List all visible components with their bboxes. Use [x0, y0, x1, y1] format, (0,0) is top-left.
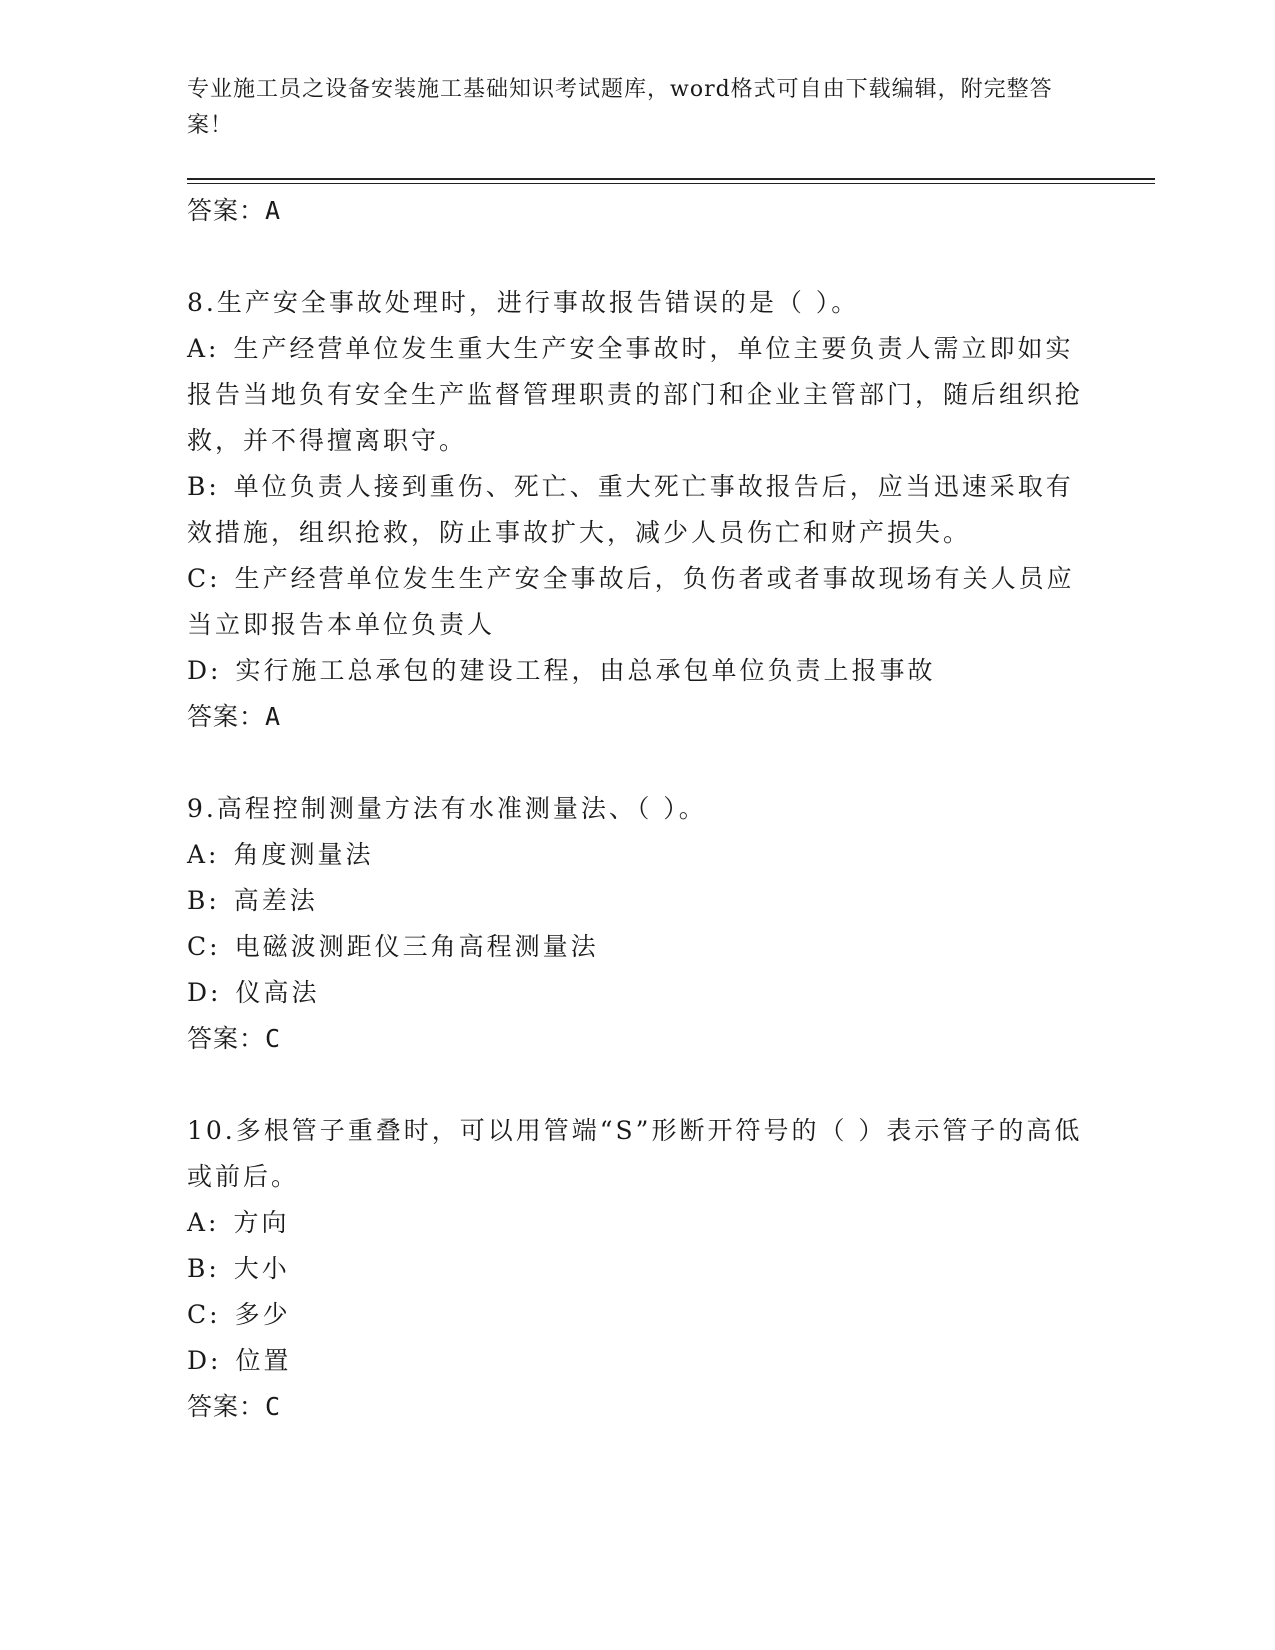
- option-b: [187, 464, 1087, 556]
- answer-label: 答案：: [187, 702, 266, 731]
- answer-label: 答案：: [187, 1392, 266, 1421]
- header-rule-thin: [187, 183, 1155, 184]
- option-c: [187, 1292, 1087, 1338]
- answer-line: [187, 188, 1087, 234]
- option-letter: D:: [187, 978, 222, 1007]
- answer-value: C: [265, 1024, 282, 1053]
- option-letter: C:: [187, 1300, 221, 1329]
- option-text: 高差法: [233, 886, 318, 915]
- question-10: [187, 1108, 1087, 1430]
- option-d: [187, 1338, 1087, 1384]
- option-letter: B:: [187, 1254, 220, 1283]
- option-letter: A:: [187, 1208, 220, 1237]
- question-8: [187, 280, 1087, 740]
- option-text: 电磁波测距仪三角高程测量法: [234, 932, 599, 961]
- option-letter: B:: [187, 886, 220, 915]
- answer-label: 答案：: [187, 1024, 266, 1053]
- option-letter: A:: [187, 840, 220, 869]
- option-text: 生产经营单位发生生产安全事故后，负伤者或者事故现场有关人员应当立即报告本单位负责人: [187, 564, 1075, 639]
- option-letter: D:: [187, 656, 222, 685]
- option-a: [187, 1200, 1087, 1246]
- option-text: 位置: [235, 1346, 292, 1375]
- answer-line: [187, 1016, 1087, 1062]
- option-text: 大小: [233, 1254, 290, 1283]
- option-text: 多少: [234, 1300, 291, 1329]
- question-9: [187, 786, 1087, 1062]
- question-text: 8.生产安全事故处理时，进行事故报告错误的是（ ）。: [187, 288, 860, 317]
- option-b: [187, 1246, 1087, 1292]
- question-text: 9.高程控制测量方法有水准测量法、（ ）。: [187, 794, 707, 823]
- option-text: 单位负责人接到重伤、死亡、重大死亡事故报告后，应当迅速采取有效措施，组织抢救，防止事故扩大，减少人员伤亡和财产损失。: [187, 472, 1074, 547]
- option-c: [187, 556, 1087, 648]
- option-letter: D:: [187, 1346, 222, 1375]
- question-list: [187, 188, 1087, 1430]
- answer-value: A: [265, 196, 282, 225]
- option-letter: A:: [187, 334, 220, 363]
- document-header: 专业施工员之设备安装施工基础知识考试题库，word格式可自由下载编辑，附完整答案！: [187, 77, 1053, 138]
- option-letter: C:: [187, 564, 221, 593]
- option-text: 实行施工总承包的建设工程，由总承包单位负责上报事故: [235, 656, 936, 685]
- answer-value: C: [265, 1392, 282, 1421]
- option-d: [187, 648, 1087, 694]
- answer-line: [187, 694, 1087, 740]
- option-letter: B:: [187, 472, 220, 501]
- answer-line: [187, 1384, 1087, 1430]
- option-c: [187, 924, 1087, 970]
- option-text: 仪高法: [235, 978, 320, 1007]
- answer-label: 答案：: [187, 196, 266, 225]
- option-a: [187, 832, 1087, 878]
- option-text: 生产经营单位发生重大生产安全事故时，单位主要负责人需立即如实报告当地负有安全生产监督管理职责的部门和企业主管部门，随后组织抢救，并不得擅离职守。: [187, 334, 1084, 455]
- option-text: 角度测量法: [233, 840, 374, 869]
- option-letter: C:: [187, 932, 221, 961]
- option-d: [187, 970, 1087, 1016]
- option-b: [187, 878, 1087, 924]
- question-text: 10.多根管子重叠时，可以用管端“S”形断开符号的（ ）表示管子的高低或前后。: [187, 1116, 1083, 1191]
- option-a: [187, 326, 1087, 464]
- answer-value: A: [265, 702, 282, 731]
- header-rule-thick: [187, 178, 1155, 180]
- option-text: 方向: [233, 1208, 290, 1237]
